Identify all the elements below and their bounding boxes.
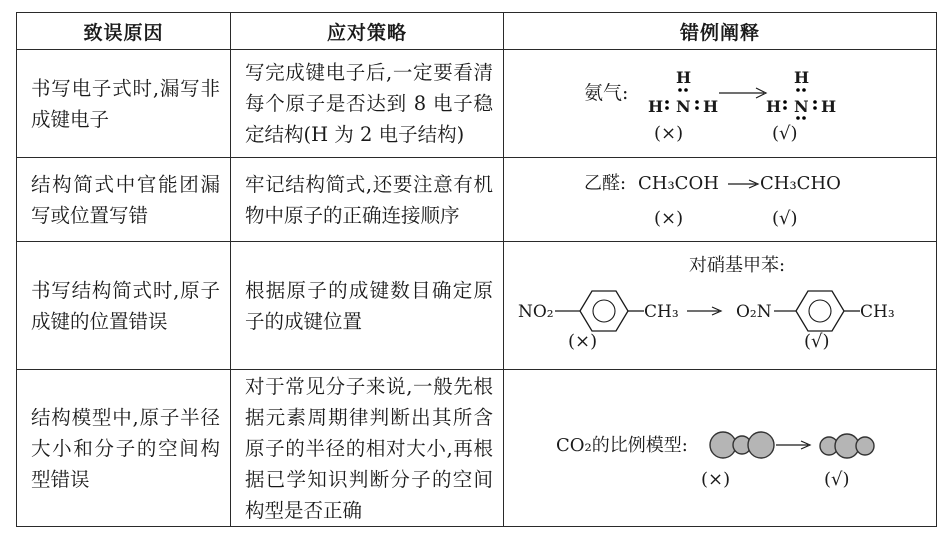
table-row bbox=[17, 370, 937, 527]
electron-dot bbox=[678, 88, 682, 92]
header-strategy: 应对策略 bbox=[231, 13, 504, 50]
nitrotoluene-structure bbox=[504, 243, 936, 369]
cause-cell bbox=[17, 158, 231, 242]
electron-dot bbox=[783, 106, 787, 110]
header-row bbox=[17, 13, 937, 50]
atom-n: N bbox=[794, 96, 809, 116]
wrong-mark: (×) bbox=[654, 122, 684, 144]
example-cell bbox=[504, 50, 937, 158]
table-row bbox=[17, 242, 937, 370]
co2-model bbox=[504, 373, 936, 523]
lone-pair-dot bbox=[796, 116, 800, 120]
strategy-cell bbox=[231, 242, 504, 370]
cause-text: 书写结构简式时,原子成键的位置错误 bbox=[31, 278, 220, 333]
electron-dot bbox=[796, 88, 800, 92]
table-row bbox=[17, 158, 937, 242]
right-group: CH₃ bbox=[644, 301, 679, 322]
error-analysis-table bbox=[16, 12, 937, 527]
strategy-text: 对于常见分子来说,一般先根据元素周期律判断出其所含原子的半径的相对大小,再根据已学知识判断分子的空间构型是否正确 bbox=[245, 374, 493, 522]
electron-dot bbox=[665, 100, 669, 104]
benzene-ring bbox=[580, 291, 628, 331]
cause-text: 书写电子式时,漏写非成键电子 bbox=[31, 76, 220, 131]
strategy-cell bbox=[231, 370, 504, 527]
right-mark: (√) bbox=[772, 207, 798, 229]
wrong-formula: CH₃COH bbox=[638, 172, 719, 194]
acetaldehyde-formula bbox=[504, 159, 936, 241]
strategy-text: 写完成键电子后,一定要看清每个原子是否达到 8 电子稳定结构(H 为 2 电子结构) bbox=[245, 61, 493, 146]
example-cell bbox=[504, 370, 937, 527]
atom-h: H bbox=[794, 67, 810, 87]
cause-text: 结构模型中,原子半径大小和分子的空间构型错误 bbox=[31, 405, 220, 491]
atom-h: H bbox=[766, 96, 782, 116]
example-label: 氨气: bbox=[584, 81, 629, 104]
strategy-cell bbox=[231, 158, 504, 242]
oxygen-atom bbox=[856, 437, 874, 455]
wrong-lewis-structure bbox=[648, 68, 718, 116]
electron-dot bbox=[695, 100, 699, 104]
wrong-mark: (×) bbox=[568, 330, 598, 352]
wrong-mark: (×) bbox=[701, 469, 731, 490]
electron-dot bbox=[813, 100, 817, 104]
strategy-text: 根据原子的成键数目确定原子的成键位置 bbox=[245, 278, 493, 333]
correct-lewis-structure bbox=[766, 68, 836, 120]
atom-h: H bbox=[703, 96, 719, 116]
example-label: 乙醛: bbox=[584, 172, 627, 194]
aromatic-circle bbox=[593, 300, 615, 322]
right-group: CH₃ bbox=[860, 301, 895, 322]
right-mark: (√) bbox=[824, 469, 850, 490]
electron-dot bbox=[813, 106, 817, 110]
right-mark: (√) bbox=[804, 330, 830, 352]
atom-h: H bbox=[648, 96, 664, 116]
cause-cell bbox=[17, 370, 231, 527]
header-cause: 致误原因 bbox=[17, 13, 231, 50]
header-example: 错例阐释 bbox=[504, 13, 937, 50]
atom-h: H bbox=[821, 96, 837, 116]
cause-cell bbox=[17, 50, 231, 158]
cause-cell bbox=[17, 242, 231, 370]
strategy-text: 牢记结构简式,还要注意有机物中原子的正确连接顺序 bbox=[245, 172, 493, 227]
oxygen-atom bbox=[710, 432, 736, 458]
table-row bbox=[17, 50, 937, 158]
left-group-right: O₂N bbox=[736, 301, 772, 322]
electron-dot bbox=[665, 106, 669, 110]
wrong-model bbox=[710, 432, 774, 458]
example-cell bbox=[504, 242, 937, 370]
right-mark: (√) bbox=[772, 122, 798, 144]
benzene-ring bbox=[796, 291, 844, 331]
left-group-wrong: NO₂ bbox=[518, 301, 554, 322]
example-label: 对硝基甲苯: bbox=[689, 254, 786, 276]
electron-dot bbox=[695, 106, 699, 110]
electron-dot bbox=[802, 88, 806, 92]
atom-h: H bbox=[676, 67, 692, 87]
ammonia-electron-formula bbox=[504, 51, 936, 157]
electron-dot bbox=[783, 100, 787, 104]
example-label: CO₂的比例模型: bbox=[556, 435, 688, 456]
example-cell bbox=[504, 158, 937, 242]
right-formula: CH₃CHO bbox=[760, 172, 841, 194]
lone-pair-dot bbox=[802, 116, 806, 120]
atom-n: N bbox=[676, 96, 691, 116]
correct-model bbox=[820, 434, 874, 458]
cause-text: 结构简式中官能团漏写或位置写错 bbox=[31, 172, 220, 227]
wrong-mark: (×) bbox=[654, 207, 684, 229]
oxygen-atom bbox=[748, 432, 774, 458]
aromatic-circle bbox=[809, 300, 831, 322]
electron-dot bbox=[684, 88, 688, 92]
strategy-cell bbox=[231, 50, 504, 158]
